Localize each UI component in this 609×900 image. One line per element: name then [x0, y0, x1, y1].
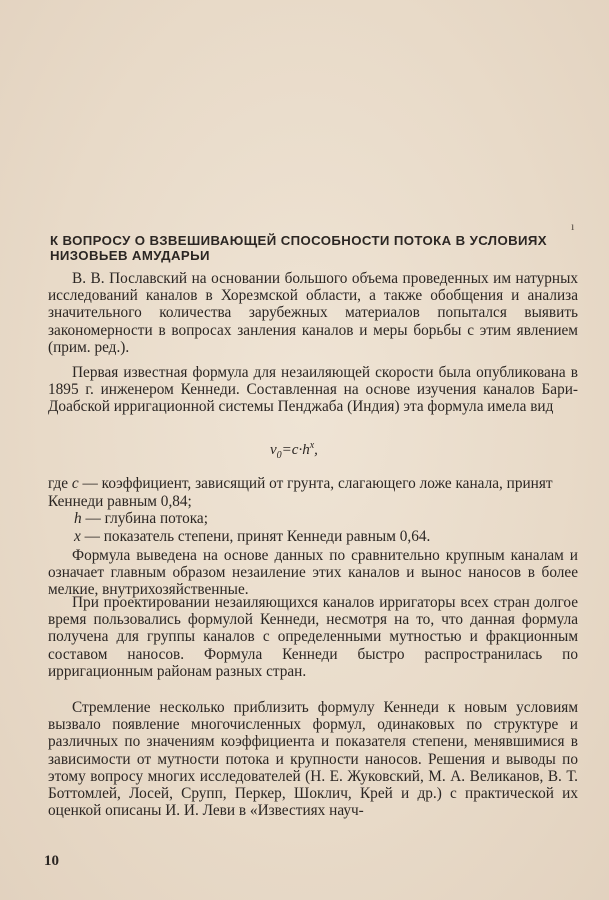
var-x: x [74, 527, 81, 545]
definition-h [48, 510, 578, 528]
paragraph-design-use [48, 594, 578, 680]
page-number: 10 [44, 853, 59, 869]
paragraph-text: Первая известная формула для незаиляющей скорости была опубликована в 1895 г. инженером Кеннеди. Составленная на основе изучения каналов Бари-Доабской ирригационной системы Пенджаба (Индия) эта формула имела вид [48, 364, 578, 416]
kennedy-formula [270, 440, 318, 461]
definition-x [48, 528, 578, 546]
paragraph-text: При проектировании незаиляющихся каналов ирригаторы всех стран долгое время пользовались формулой Кеннеди, несмотря на то, что данная формула получена для группы каналов с определенными мутностью и фракционным составом наносов. Формула Кеннеди быстро распространилась по ирригационным районам разных стран. [48, 594, 578, 680]
article-title: К ВОПРОСУ О ВЗВЕШИВАЮЩЕЙ СПОСОБНОСТИ ПОТОКА В УСЛОВИЯХ НИЗОВЬЕВ АМУДАРЬИ [50, 233, 547, 263]
def-c: — коэффициент, зависящий от грунта, слагающего ложе канала, принят Кеннеди равным 0,84; [48, 475, 553, 510]
paragraph-modifications [48, 699, 578, 819]
def-x: — показатель степени, принят Кеннеди равным 0,64. [80, 527, 431, 545]
paragraph-formula-basis [48, 547, 578, 599]
formula-tail: , [314, 442, 318, 458]
paragraph-text: В. В. Пославский на основании большого объема проведенных им натурных исследований каналов в Хорезмской области, а также обобщения и анализа значительного количества зарубежных материалов попытался выявить закономерности в вопросах занления каналов и меры борьбы с этим явлением (прим. ред.). [48, 270, 578, 356]
formula-exponent: x [309, 440, 315, 451]
variable-definitions [48, 475, 578, 545]
definition-c [48, 475, 578, 510]
margin-mark: ı [571, 219, 575, 233]
where-label: где [48, 475, 69, 492]
paragraph-kennedy [48, 364, 578, 416]
paragraph-intro [48, 270, 578, 356]
paragraph-text: Формула выведена на основе данных по сравнительно крупным каналам и означает главным образом незаиление этих каналов и вынос наносов в более мелкие, внутрихозяйственные. [48, 547, 578, 599]
formula-lhs-sub: 0 [276, 450, 282, 461]
paragraph-text: Стремление несколько приблизить формулу Кеннеди к новым условиям вызвало появление многочисленных формул, одинаковых по структуре и различных по значениям коэффициента и показателя степени, менявшимися в зависимости от мутности потока и крупности наносов. Решения и выводы по этому вопросу многих исследователей (Н. Е. Жуковский, М. А. Великанов, В. Т. Боттомлей, Лосей, Срупп, Перкер, Шоклич, Крей и др.) с практической их оценкой описаны И. И. Леви в «Известиях науч- [48, 699, 578, 820]
var-h: h [74, 510, 82, 527]
def-h: — глубина потока; [81, 510, 208, 527]
var-c: c [71, 475, 79, 492]
formula-lhs: v [270, 442, 277, 458]
formula-rhs: =c·h [281, 442, 310, 458]
